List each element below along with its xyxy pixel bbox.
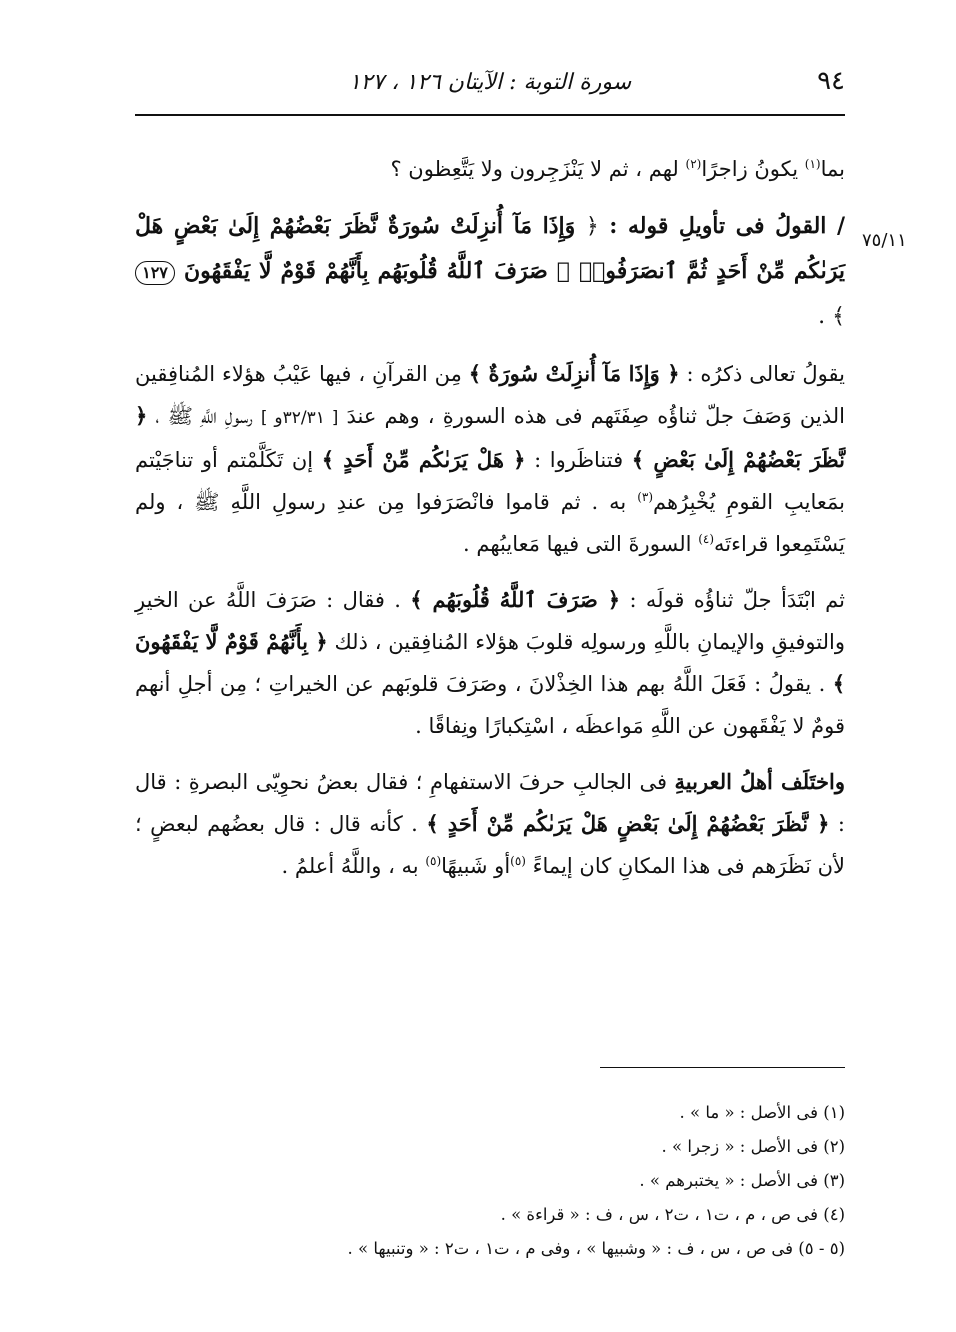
- text-run: أو شَبيهًا: [441, 854, 511, 878]
- footnote-marker-2: (٢): [685, 157, 702, 171]
- paragraph-lead: واختَلَف أهلُ العربيةِ: [674, 769, 845, 794]
- paragraph-4: [135, 579, 845, 747]
- text-run: ثم ابْتَدَأ جلّ ثناؤُه قولَه :: [620, 588, 846, 612]
- page-number: ٩٤: [817, 66, 845, 96]
- footnote-3: (٣) فى الأصل : « يختبرهم » .: [639, 1171, 845, 1190]
- margin-reference: ٧٥/١١: [862, 230, 907, 251]
- verse-text: وَإِذَا مَآ أُنزِلَتْ سُورَةٌ نَّظَرَ بَعْضُهُمْ إِلَىٰ بَعْضٍ هَلْ يَرَىٰكُم مِّنْ أَحَدٍ ثُمَّ ٱنصَرَفُوا۟ ۚ صَرَفَ ٱللَّهُ قُلُوبَهُم بِأَنَّهُمْ قَوْمٌ لَّا يَفْقَهُونَ: [135, 213, 845, 284]
- text-run: مِن القرآنِ ، فيها عَيْبُ هؤلاء المُنافِقين الذين وَصَفَ جلّ ثناؤُه صِفَتَهم فى هذه السورةِ ، وهم عندَ: [135, 362, 845, 428]
- verse-number-medallion: ١٢٧: [135, 261, 175, 285]
- header-rule: [135, 114, 845, 116]
- text-run: إن تَكَلَّمْتم أو تناجَيْتم بمَعايبِ القومِ يُخْبِرُهم: [135, 448, 845, 514]
- text-run: به ، واللَّهُ أعلمُ .: [281, 854, 426, 878]
- main-text: [135, 148, 845, 887]
- paragraph-5: [135, 761, 845, 887]
- footnote-marker-4: (٤): [698, 532, 715, 546]
- paragraph-1: [135, 148, 845, 190]
- quran-quote: ﴿ هَلْ يَرَىٰكُم مِّنْ أَحَدٍ ﴾: [321, 447, 526, 472]
- text-run: . كأنه قال : قال بعضُهم لبعضٍ ؛ لأن نَظَرَهم فى هذا المكانِ كان إيماءً: [135, 812, 845, 878]
- text-run: به . ثم قاموا فانْصَرَفوا مِن عندِ رسولِ اللَّهِ ﷺ ، ولم يَسْتَمِعوا قراءتَه: [135, 490, 845, 556]
- text-run: فتناظَروا :: [525, 448, 632, 472]
- footnote-marker-1: (١): [804, 157, 821, 171]
- quran-quote: ﴿ نَّظَرَ بَعْضُهُمْ إِلَىٰ بَعْضٍ ﴾: [135, 403, 845, 472]
- manuscript-folio-ref: [ ٣٢/٣١و ]: [260, 408, 339, 428]
- text-run: .: [818, 304, 833, 329]
- footnote-marker-3: (٣): [637, 490, 654, 504]
- text-run: . يقولُ : فَعَلَ اللَّهُ بهم هذا الخِذْلانَ ، وصَرَفَ قلوبَهم عن الخيراتِ ؛ مِن أجلِ أنهم قومٌ لا يَفْقَهون عن اللَّهِ مَواعظَه ، اسْتِكبارًا ونِفاقًا .: [135, 672, 845, 738]
- paragraph-3: [135, 353, 845, 565]
- page-header: [135, 60, 845, 106]
- footnote-2: (٢) فى الأصل : « زجرا » .: [661, 1137, 845, 1156]
- text-run: السورةَ التى فيها مَعايبُهم .: [463, 532, 699, 556]
- text-run: فى الجالبِ حرفَ الاستفهامِ ؛ فقال بعضُ نحوِيّى البصرةِ : قال :: [135, 770, 846, 836]
- quran-quote: ﴿ نَّظَرَ بَعْضُهُمْ إِلَىٰ بَعْضٍ هَلْ يَرَىٰكُم مِّنْ أَحَدٍ ﴾: [426, 811, 830, 836]
- quran-quote: ﴿ صَرَفَ ٱللَّهُ قُلُوبَهُم ﴾: [410, 587, 621, 612]
- quran-quote: ﴿ بِأَنَّهُمْ قَوْمٌ لَّا يَفْقَهُونَ ﴾: [135, 629, 845, 696]
- section-heading: / القولُ فى تأويلِ قوله :: [598, 213, 846, 239]
- text-run: بما: [820, 157, 845, 181]
- footnote-1: (١) فى الأصل : « ما » .: [679, 1103, 845, 1122]
- text-run: . فقال : صَرَفَ اللَّهُ عن الخيرِ والتوفيقِ والإيمانِ باللَّهِ ورسولِه قلوبَ هؤلاء المُنافِقين ، ذلك: [135, 588, 845, 654]
- footnote-rule: [600, 1067, 845, 1068]
- text-run: لهم ، ثم لا يَنْزَجِرون ولا يَتَّعِظون ؟: [390, 157, 686, 181]
- text-run: يكونُ زاجرًا: [701, 157, 805, 181]
- text-run: رسولِ اللَّهِ ﷺ ،: [147, 404, 261, 428]
- quran-quote: ﴿ وَإِذَا مَآ أُنزِلَتْ سُورَةٌ ﴾: [468, 361, 680, 386]
- running-title: سورة التوبة : الآيتان ١٢٦ ، ١٢٧: [348, 70, 632, 95]
- footnote-5: (٥ - ٥) فى ص ، س ، ف : « وشبيها » ، وفى م ، ت١ ، ت٢ : « وتنبيها » .: [347, 1239, 845, 1258]
- footnote-marker-5-start: (٥): [510, 854, 526, 868]
- text-run: يقولُ تعالى ذكرُه :: [679, 362, 845, 386]
- ornate-bracket-open: ﴿: [585, 214, 599, 239]
- footnote-4: (٤) فى ص ، م ، ت١ ، ت٢ ، س ، ف : « قراءة » .: [500, 1205, 845, 1224]
- footnote-marker-5-end: (٥): [425, 854, 442, 868]
- ornate-bracket-close: ﴾: [832, 304, 845, 329]
- paragraph-verse-heading: [135, 204, 845, 339]
- footnotes: [135, 1096, 845, 1266]
